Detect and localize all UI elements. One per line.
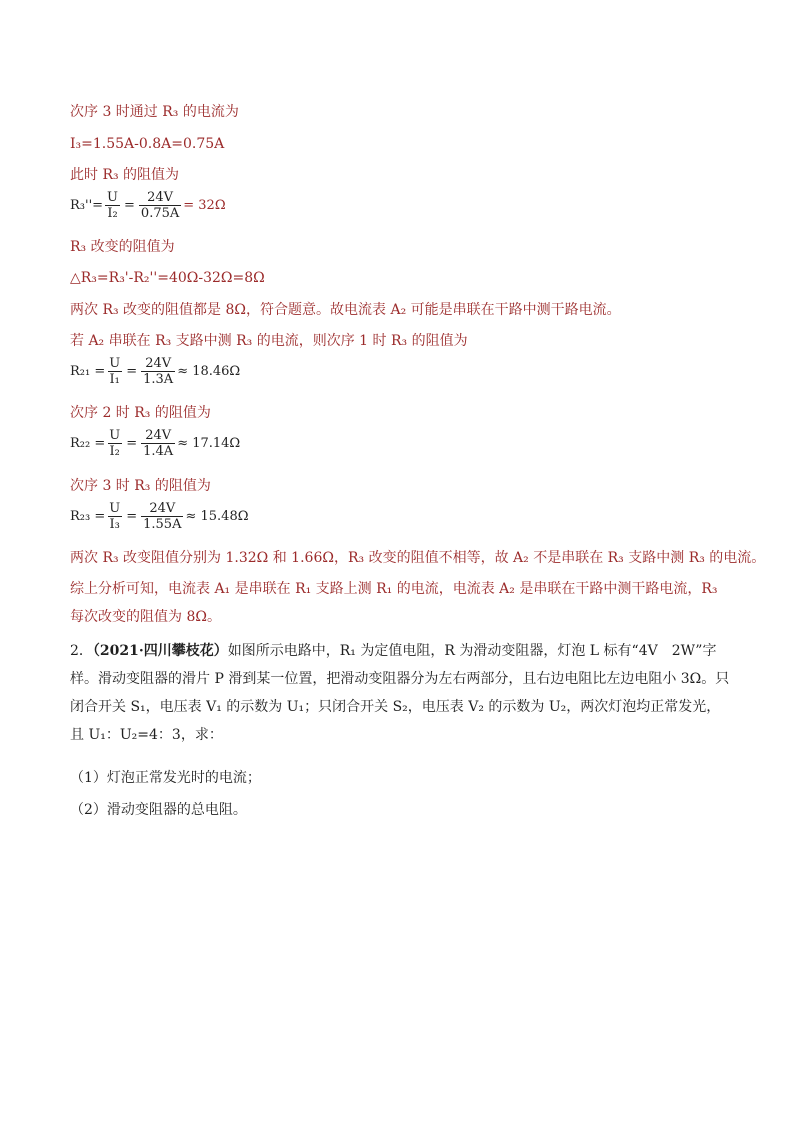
- sub-question-2: （2）滑动变阻器的总电阻。: [70, 802, 247, 818]
- fraction-values: $\frac{24V}{0.75A}$: [140, 190, 180, 221]
- r3-change-intro: R₃ 改变的阻值为: [70, 239, 175, 255]
- question-source: （2021·四川攀枝花）: [92, 643, 228, 659]
- formula-result: ≈ 18.46Ω: [177, 364, 241, 379]
- conclusion-a2-main-circuit: 两次 R₃ 改变的阻值都是 8Ω，符合题意。故电流表 A₂ 可能是串联在干路中测干路电流。: [70, 302, 621, 318]
- seq2-r3-intro: 次序 2 时 R₃ 的阻值为: [70, 405, 211, 421]
- summary-paragraph: 综上分析可知，电流表 A₁ 是串联在 R₁ 支路上测 R₁ 的电流，电流表 A₂ 是串联在干路中测干路电流，R₃ 每次改变的阻值为 8Ω。: [70, 581, 718, 625]
- i3-equation: I₃=1.55A-0.8A=0.75A: [70, 136, 225, 152]
- formula-result: ≈ 15.48Ω: [185, 509, 249, 524]
- sub-question-1: （1）灯泡正常发光时的电流；: [70, 770, 261, 786]
- question-body: 如图所示电路中，R₁ 为定值电阻，R 为滑动变阻器，灯泡 L 标有“4V 2W”字样。滑动变阻器的滑片 P 滑到某一位置，把滑动变阻器分为左右两部分，且右边电阻比左边电阻小 3Ω。只闭合开关 S₁，电压表 V₁ 的示数为 U₁；只闭合开关 S₂，电压表 V₂ 的示数为 U₂，两次灯泡均正常发光，且 U₁：U₂=4：3，求：: [70, 643, 730, 743]
- formula-result: ≈ 17.14Ω: [177, 436, 241, 451]
- r3-value-intro: 此时 R₃ 的阻值为: [70, 167, 180, 183]
- question-2: [70, 637, 730, 749]
- formula-lhs: R₂₁ =: [70, 364, 106, 379]
- formula-r3-double-prime: R₃''= $\frac{U}{\text{I₂}}$ = $\frac{24V}{0.75A}$ = 32Ω: [70, 190, 226, 221]
- seq3-r3-intro: 次序 3 时 R₃ 的阻值为: [70, 478, 211, 494]
- seq3-current-intro: 次序 3 时通过 R₃ 的电流为: [70, 104, 239, 120]
- formula-r23: R₂₃ = $\frac{U}{\text{I₃}}$ = $\frac{24V}{1.55A}$ ≈ 15.48Ω: [70, 501, 249, 532]
- conclusion-a2-not-branch: 两次 R₃ 改变阻值分别为 1.32Ω 和 1.66Ω，R₃ 改变的阻值不相等，故 A₂ 不是串联在 R₃ 支路中测 R₃ 的电流。: [70, 550, 766, 566]
- question-number: 2．: [70, 643, 93, 659]
- formula-lhs: R₂₃ =: [70, 509, 106, 524]
- formula-r22: R₂₂ = $\frac{U}{\text{I₂}}$ = $\frac{24V}{1.4A}$ ≈ 17.14Ω: [70, 428, 241, 459]
- formula-lhs: R₃''=: [70, 198, 104, 213]
- hypothesis-a2-branch: 若 A₂ 串联在 R₃ 支路中测 R₃ 的电流，则次序 1 时 R₃ 的阻值为: [70, 333, 468, 349]
- formula-lhs: R₂₂ =: [70, 436, 106, 451]
- formula-result: = 32Ω: [183, 198, 226, 213]
- formula-r21: R₂₁ = $\frac{U}{\text{I₁}}$ = $\frac{24V}{1.3A}$ ≈ 18.46Ω: [70, 356, 241, 387]
- fraction-u-over-i: $\frac{U}{\text{I₂}}$: [107, 190, 119, 221]
- delta-r3-equation: △R₃=R₃'-R₂''=40Ω-32Ω=8Ω: [70, 270, 265, 286]
